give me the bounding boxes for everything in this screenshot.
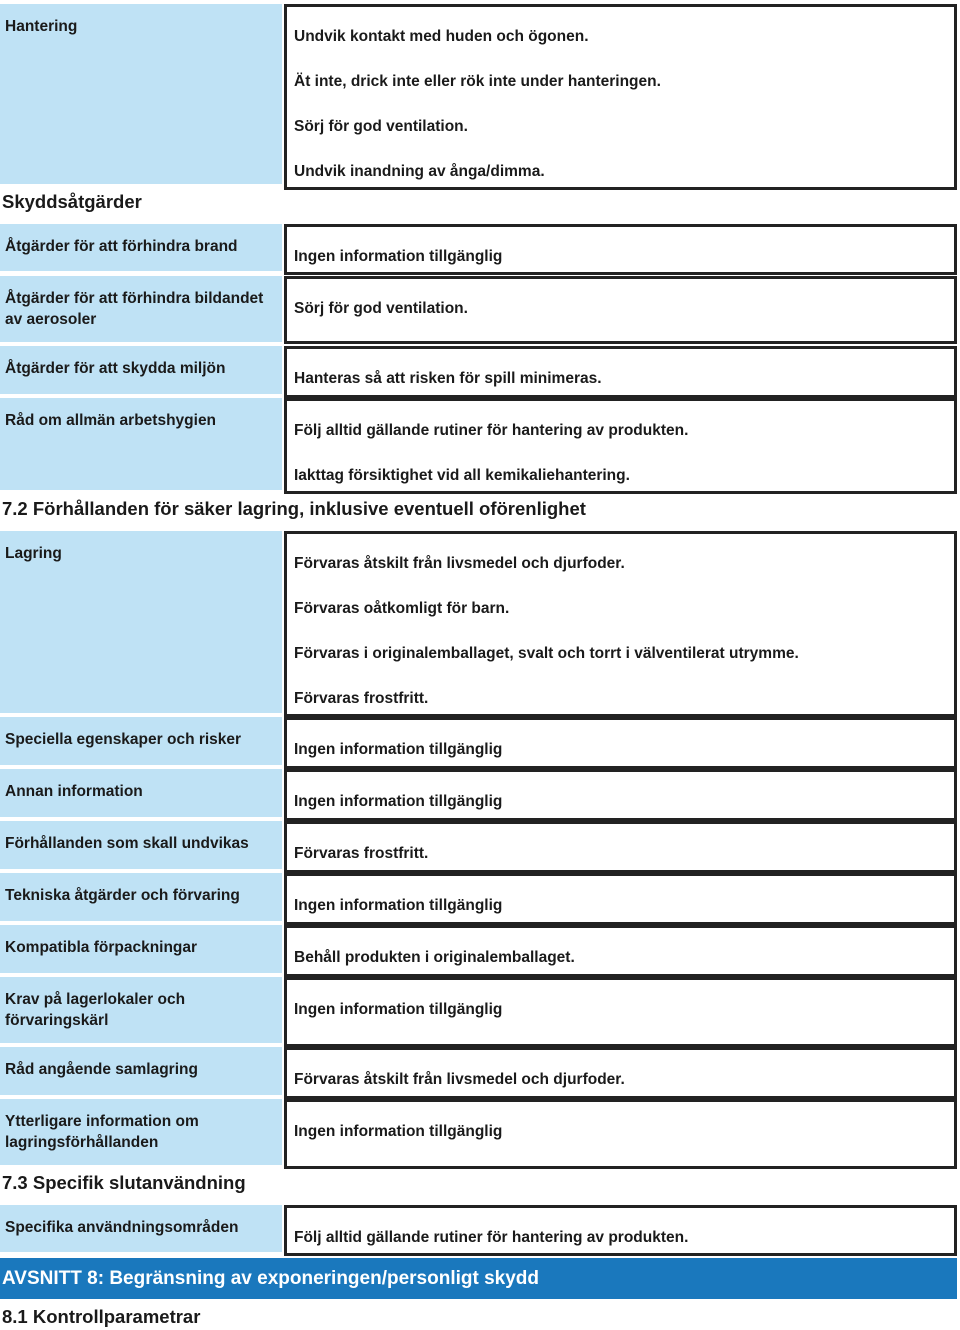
fire-prevention-value — [284, 224, 957, 275]
value-line: Följ alltid gällande rutiner för hantering av produkten. — [294, 422, 689, 439]
environment-protection-value — [284, 346, 957, 398]
protective-measures-heading: Skyddsåtgärder — [2, 191, 142, 212]
handling-line: Undvik kontakt med huden och ögonen. — [294, 28, 589, 45]
technical-measures-value — [284, 873, 957, 925]
value-line: Förvaras i originalemballaget, svalt och torrt i välventilerat utrymme. — [294, 645, 799, 662]
specific-uses-label: Specifika användningsområden — [0, 1205, 282, 1252]
end-use-heading: 7.3 Specifik slutanvändning — [2, 1172, 246, 1193]
additional-storage-info-label: Ytterligare information om lagringsförhållanden — [0, 1099, 282, 1165]
value-line: Ingen information tillgänglig — [294, 1001, 503, 1018]
value-line: Förvaras frostfritt. — [294, 845, 429, 862]
hygiene-value — [284, 398, 957, 494]
fire-prevention-label: Åtgärder för att förhindra brand — [0, 224, 282, 271]
value-line: Ingen information tillgänglig — [294, 793, 503, 810]
handling-label: Hantering — [0, 4, 282, 184]
storage-section-heading: 7.2 Förhållanden för säker lagring, inklusive eventuell oförenlighet — [2, 498, 586, 519]
value-line: Förvaras åtskilt från livsmedel och djurfoder. — [294, 555, 625, 572]
co-storage-advice-value — [284, 1047, 957, 1099]
handling-line: Sörj för god ventilation. — [294, 118, 468, 135]
value-line: Förvaras åtskilt från livsmedel och djurfoder. — [294, 1071, 625, 1088]
value-line: Ingen information tillgänglig — [294, 1123, 503, 1140]
hygiene-label: Råd om allmän arbetshygien — [0, 398, 282, 490]
value-line: Förvaras frostfritt. — [294, 690, 429, 707]
value-line: Ingen information tillgänglig — [294, 897, 503, 914]
storage-room-requirements-value — [284, 977, 957, 1047]
storage-value — [284, 531, 957, 717]
additional-storage-info-value — [284, 1099, 957, 1169]
specific-uses-value — [284, 1205, 957, 1256]
technical-measures-label: Tekniska åtgärder och förvaring — [0, 873, 282, 921]
conditions-to-avoid-label: Förhållanden som skall undvikas — [0, 821, 282, 869]
value-line: Ingen information tillgänglig — [294, 248, 503, 265]
value-line: Sörj för god ventilation. — [294, 300, 468, 317]
value-line: Förvaras oåtkomligt för barn. — [294, 600, 510, 617]
section-8-header: AVSNITT 8: Begränsning av exponeringen/personligt skydd — [0, 1258, 957, 1299]
control-parameters-heading: 8.1 Kontrollparametrar — [2, 1306, 201, 1327]
value-line: Behåll produkten i originalemballaget. — [294, 949, 575, 966]
value-line: Ingen information tillgänglig — [294, 741, 503, 758]
handling-line: Undvik inandning av ånga/dimma. — [294, 163, 545, 180]
conditions-to-avoid-value — [284, 821, 957, 873]
handling-line: Ät inte, drick inte eller rök inte under hanteringen. — [294, 73, 661, 90]
special-properties-value — [284, 717, 957, 769]
value-line: Följ alltid gällande rutiner för hantering av produkten. — [294, 1229, 689, 1246]
other-information-label: Annan information — [0, 769, 282, 817]
compatible-packaging-label: Kompatibla förpackningar — [0, 925, 282, 973]
value-line: Hanteras så att risken för spill minimeras. — [294, 370, 602, 387]
compatible-packaging-value — [284, 925, 957, 977]
aerosol-prevention-label: Åtgärder för att förhindra bildandet av aerosoler — [0, 276, 282, 342]
value-line: Iakttag försiktighet vid all kemikaliehantering. — [294, 467, 630, 484]
special-properties-label: Speciella egenskaper och risker — [0, 717, 282, 765]
other-information-value — [284, 769, 957, 821]
handling-value — [284, 4, 957, 190]
storage-room-requirements-label: Krav på lagerlokaler och förvaringskärl — [0, 977, 282, 1043]
storage-label: Lagring — [0, 531, 282, 713]
co-storage-advice-label: Råd angående samlagring — [0, 1047, 282, 1095]
environment-protection-label: Åtgärder för att skydda miljön — [0, 346, 282, 394]
aerosol-prevention-value — [284, 276, 957, 344]
